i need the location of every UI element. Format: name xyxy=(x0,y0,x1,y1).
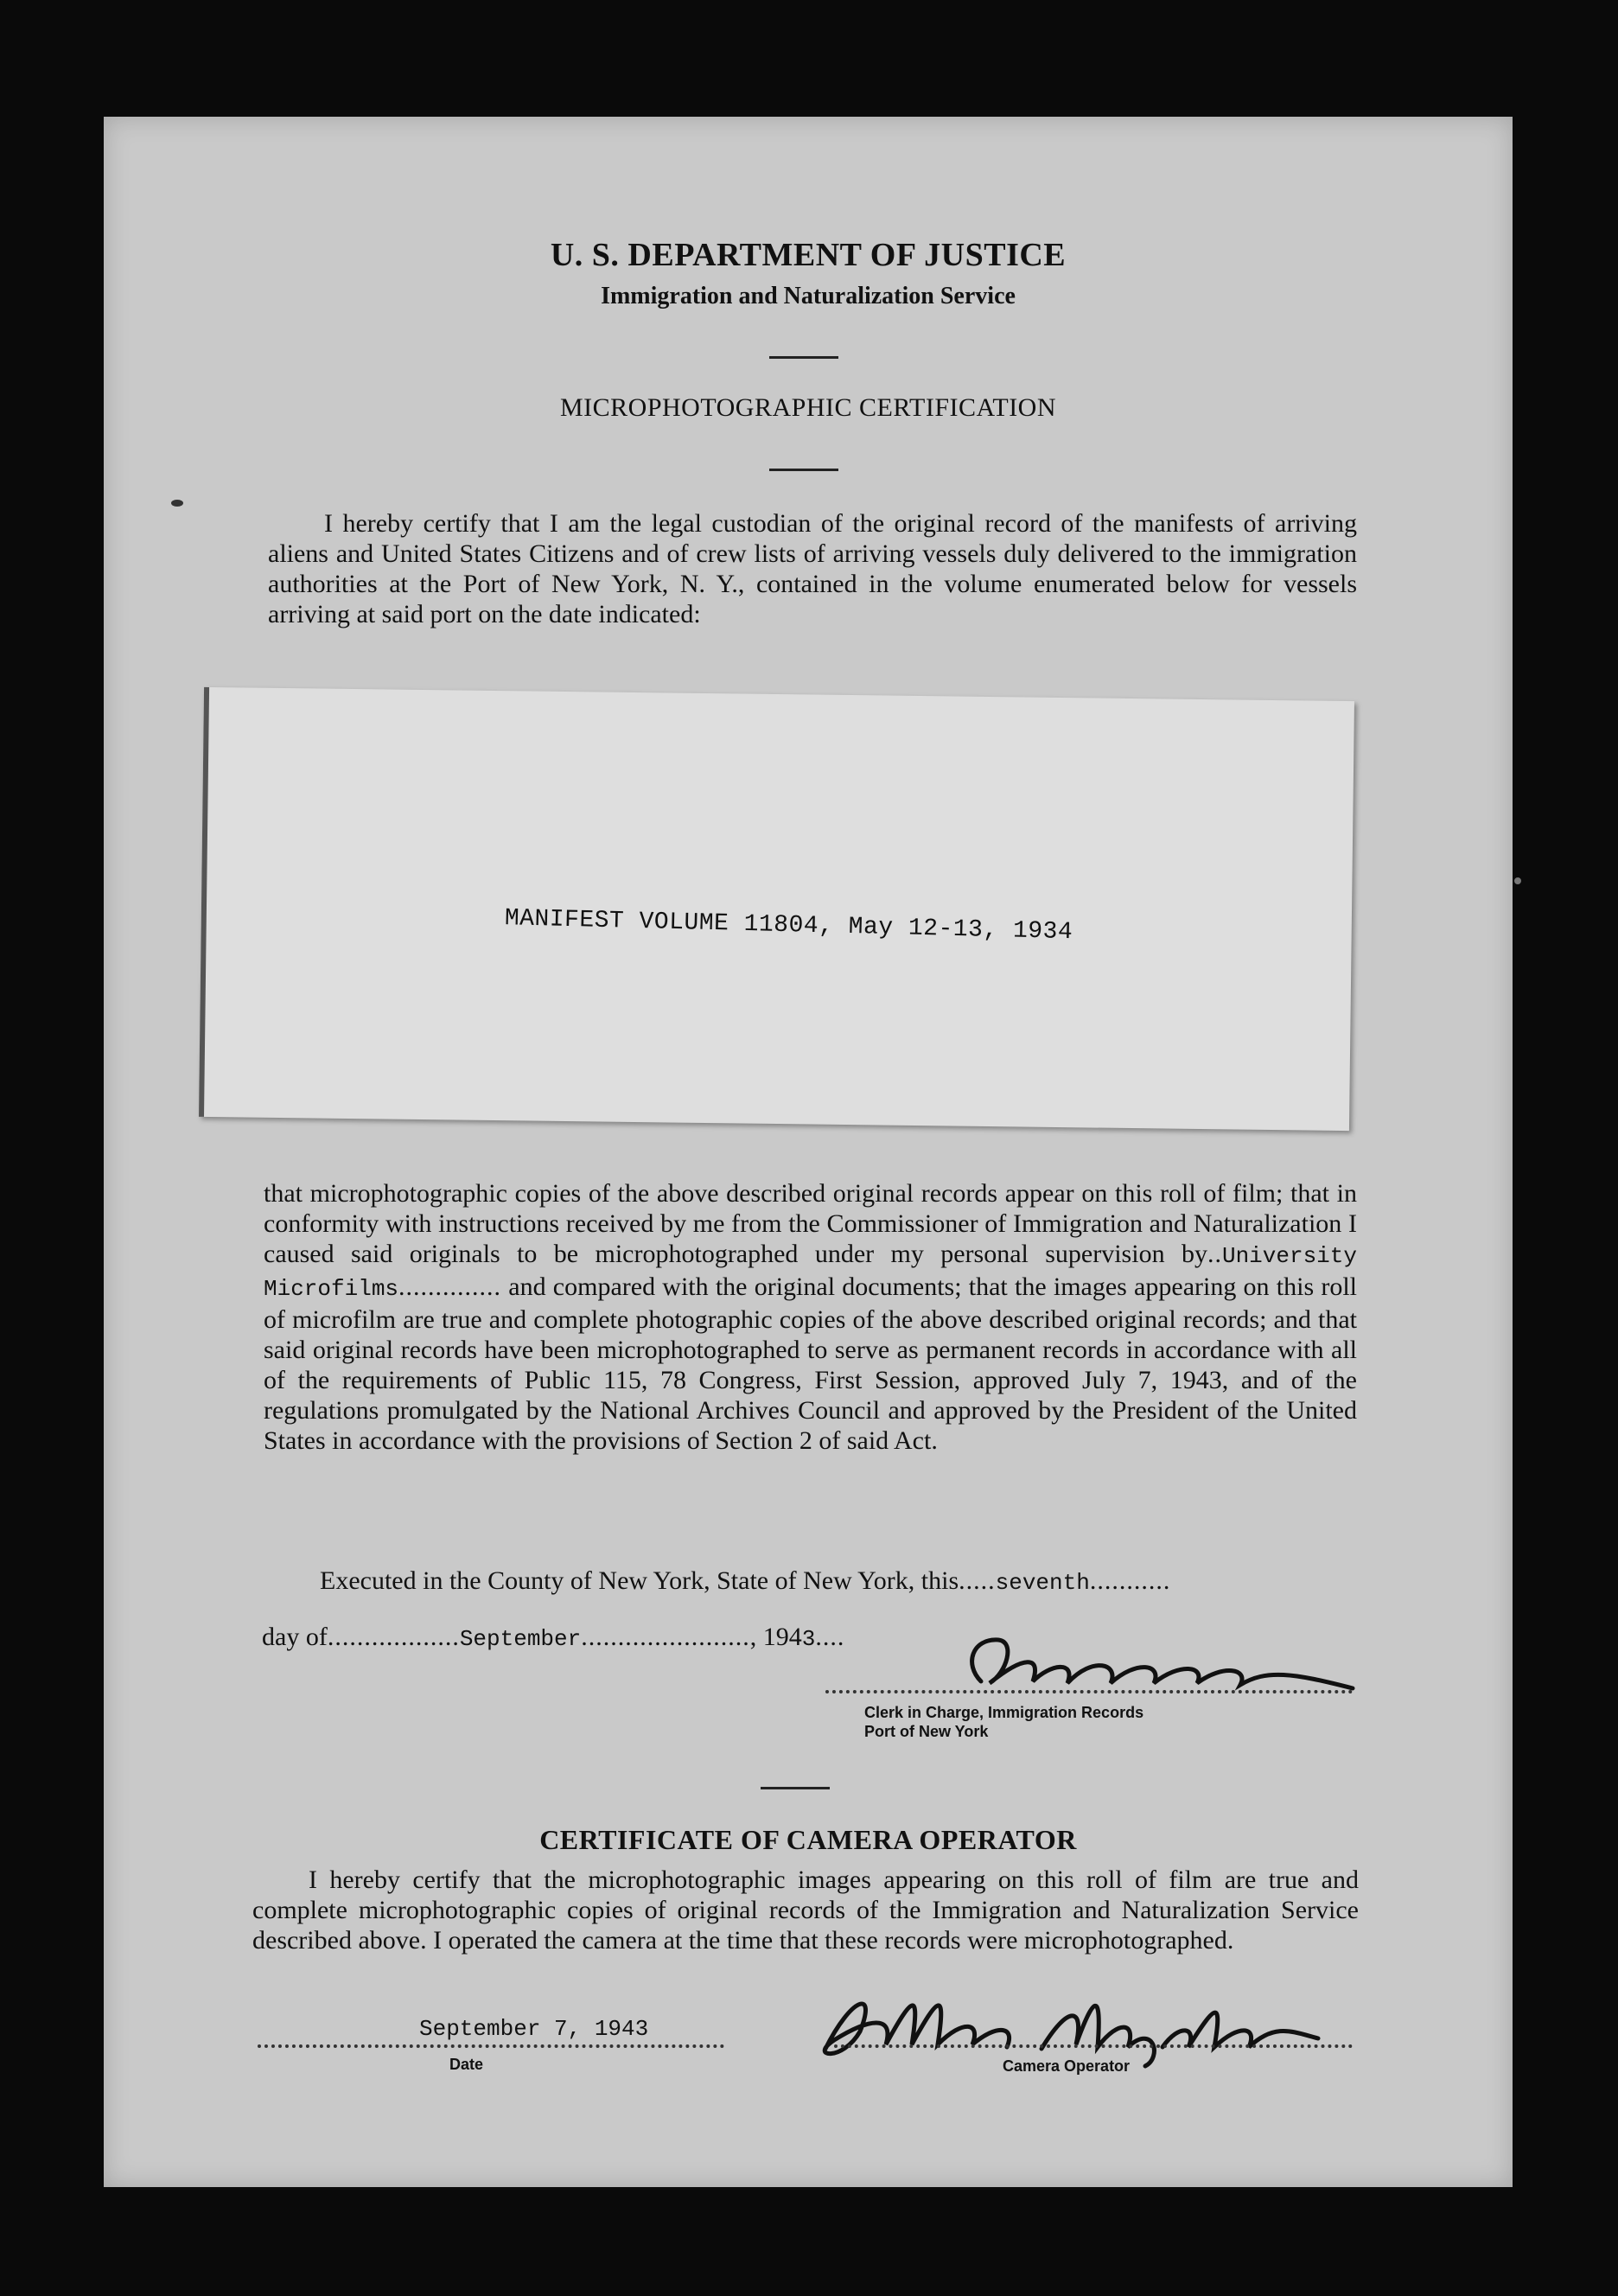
ink-speck xyxy=(171,500,183,507)
execution-year-digit: 3 xyxy=(801,1626,816,1652)
camera-certificate-paragraph: I hereby certify that the microphotographic images appearing on this roll of film are true and complete microphotographic copies of original records of the Immigration and Naturalization Service described above. I operated the camera at the time that these records were microphotographed. xyxy=(252,1866,1359,1955)
day-of-line: day of..................September......................., 1943.... xyxy=(262,1623,845,1652)
execution-prefix: Executed in the County of New York, State of New York, this xyxy=(320,1566,959,1595)
execution-year-prefix: , 194 xyxy=(749,1623,802,1651)
service-subtitle: Immigration and Naturalization Service xyxy=(601,283,1016,309)
certificate-page xyxy=(104,117,1513,2187)
operator-label: Camera Operator xyxy=(1003,2057,1131,2075)
film-speck xyxy=(1514,877,1521,884)
custodian-paragraph: I hereby certify that I am the legal custodian of the original record of the manifests of arriving aliens and United States Citizens and of crew lists of arriving vessels duly delivered to the immigration authorities at the Port of New York, N. Y., contained in the volume enumerated below for vessels arriving at said port on the date indicated: xyxy=(268,509,1357,628)
volume-slip xyxy=(199,687,1354,1131)
divider-rule xyxy=(761,1787,830,1789)
operator-signature-line xyxy=(834,2044,1353,2048)
copies-paragraph: that microphotographic copies of the above described original records appear on this roll of film; that in conformity with instructions received by me from the Commissioner of Immigration and Naturalization I caused said originals to be microphotographed under my personal supervision by..University Microfilms.............. and compared with the original documents; that the images appearing on this roll of microfilm are true and complete photographic copies of the above described original records; and that said original records have been microphotographed to serve as permanent records in accordance with all of the requirements of Public 115, 78 Congress, First Session, approved July 7, 1943, and of the regulations promulgated by the National Archives Council and approved by the President of the United States in accordance with the provisions of Section 2 of said Act. xyxy=(264,1179,1358,1455)
clerk-signature-icon xyxy=(946,1630,1361,1707)
department-title: U. S. DEPARTMENT OF JUSTICE xyxy=(550,237,1067,273)
execution-day: seventh xyxy=(995,1570,1090,1596)
day-of-label: day of xyxy=(262,1623,328,1651)
copies-text-before: that microphotographic copies of the above described original records appear on this roll of film; that in conformity with instructions received by me from the Commissioner of Immigration and Naturalization I caused said originals to be microphotographed under my personal supervision by xyxy=(264,1179,1357,1268)
camera-certificate-title: CERTIFICATE OF CAMERA OPERATOR xyxy=(539,1824,1077,1855)
clerk-caption xyxy=(864,1703,1143,1741)
copies-text-after: and compared with the original documents; that the images appearing on this roll of microfilm are true and complete photographic copies of the above described original records; and that said original records have been microphotographed to serve as permanent records in accordance with all of the requirements of Public 115, 78 Congress, First Session, approved July 7, 1943, and of the regulations promulgated by the National Archives Council and approved by the President of the United States in accordance with the provisions of Section 2 of said Act. xyxy=(264,1272,1358,1455)
divider-rule xyxy=(769,469,838,471)
date-line xyxy=(258,2044,724,2048)
volume-slip-text: MANIFEST VOLUME 11804, May 12-13, 1934 xyxy=(504,905,1073,947)
microfilm-company: University Microfilms xyxy=(264,1243,1357,1302)
execution-line: Executed in the County of New York, State of New York, this.....seventh........... xyxy=(320,1566,1171,1596)
date-label: Date xyxy=(449,2056,484,2073)
operator-date: September 7, 1943 xyxy=(419,2016,649,2042)
clerk-caption-line2: Port of New York xyxy=(864,1723,989,1740)
clerk-caption-line1: Clerk in Charge, Immigration Records xyxy=(864,1704,1144,1721)
clerk-signature-line xyxy=(825,1690,1353,1693)
certification-title: MICROPHOTOGRAPHIC CERTIFICATION xyxy=(559,393,1057,422)
divider-rule xyxy=(769,356,838,359)
execution-month: September xyxy=(459,1626,582,1652)
